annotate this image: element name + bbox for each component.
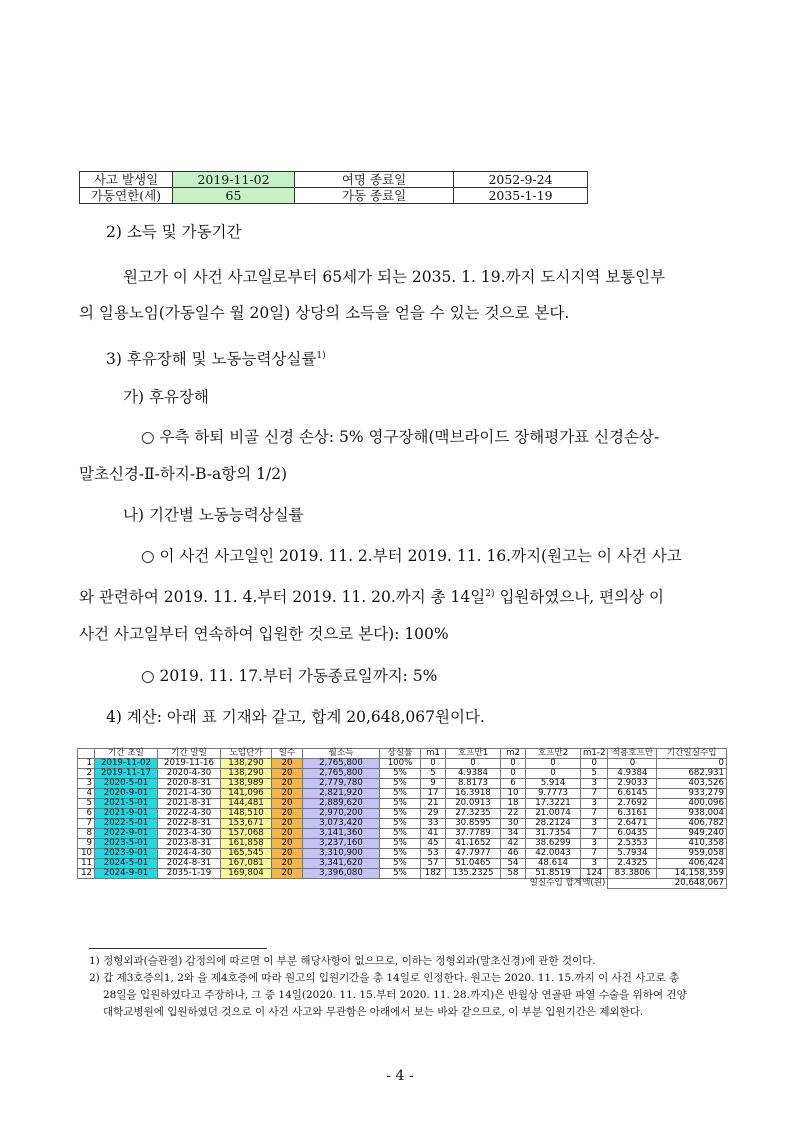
cell-daily-wage: 153,671 — [221, 819, 272, 829]
cell-m2: 58 — [501, 869, 526, 879]
cell-monthly-income: 2,765,800 — [303, 759, 380, 769]
cell-end-date: 2021-8-31 — [158, 799, 221, 809]
cell-hoffman-1: 41.1652 — [446, 839, 501, 849]
cell-hoffman-1: 30.8595 — [446, 819, 501, 829]
column-header-index — [78, 749, 95, 759]
cell-loss-rate: 5% — [380, 769, 421, 779]
cell-daily-wage: 161,858 — [221, 839, 272, 849]
cell-loss-rate: 5% — [380, 779, 421, 789]
cell-loss-rate: 5% — [380, 829, 421, 839]
footnote-divider — [89, 948, 267, 949]
cell-m1-2: 124 — [581, 869, 608, 879]
cell-days: 20 — [272, 759, 303, 769]
cell-period-lost-income: 410,358 — [657, 839, 727, 849]
cell-end-date: 2019-11-16 — [158, 759, 221, 769]
cell-index: 9 — [78, 839, 95, 849]
cell-hoffman-2: 42.0043 — [526, 849, 581, 859]
cell-index: 8 — [78, 829, 95, 839]
column-header-hoffman-1: 호프만1 — [446, 749, 501, 759]
table-row — [78, 759, 727, 769]
column-header-end-date: 기간 말일 — [158, 749, 221, 759]
lost-income-calculation-table — [77, 748, 727, 889]
cell-end-date: 2022-4-30 — [158, 809, 221, 819]
life-end-date-value: 2052-9-24 — [454, 172, 588, 188]
section-2-body-line-2: 의 일용노임(가동일수 월 20일) 상당의 소득을 얻을 수 있는 것으로 본다. — [79, 304, 570, 322]
cell-m1: 17 — [421, 789, 446, 799]
column-header-monthly-income: 월소득 — [303, 749, 380, 759]
section-3-heading — [106, 346, 326, 369]
total-value: 20,648,067 — [608, 879, 727, 889]
table-row — [78, 849, 727, 859]
cell-hoffman-2: 38.6299 — [526, 839, 581, 849]
cell-index: 2 — [78, 769, 95, 779]
column-header-applied-hoffman: 적용호프만 — [608, 749, 657, 759]
label-accident-date: 사고 발생일 — [80, 172, 173, 188]
cell-m1-2: 7 — [581, 829, 608, 839]
cell-monthly-income: 3,341,620 — [303, 859, 380, 869]
column-header-loss-rate: 상실률 — [380, 749, 421, 759]
table-row — [78, 789, 727, 799]
cell-daily-wage: 167,081 — [221, 859, 272, 869]
cell-hoffman-2: 51.8519 — [526, 869, 581, 879]
cell-hoffman-1: 135.2325 — [446, 869, 501, 879]
footnote-2-line-1: 2) 갑 제3호증의1, 2와 을 제4호증에 따라 원고의 입원기간을 총 14일로 인정한다. 원고는 2020. 11. 15.까지 이 사건 사고로 총 — [89, 972, 680, 984]
cell-end-date: 2035-1-19 — [158, 869, 221, 879]
cell-applied-hoffman: 6.6145 — [608, 789, 657, 799]
table-row — [80, 188, 588, 204]
cell-days: 20 — [272, 769, 303, 779]
cell-period-lost-income: 406,424 — [657, 859, 727, 869]
cell-m1-2: 3 — [581, 859, 608, 869]
cell-m1-2: 3 — [581, 839, 608, 849]
cell-start-date: 2022-5-01 — [95, 819, 158, 829]
cell-end-date: 2022-8-31 — [158, 819, 221, 829]
cell-m2: 30 — [501, 819, 526, 829]
table-row — [78, 769, 727, 779]
cell-start-date: 2024-5-01 — [95, 859, 158, 869]
section-3b-item-1-line-3: 사건 사고일부터 연속하여 입원한 것으로 본다): 100% — [79, 625, 449, 643]
cell-m1: 9 — [421, 779, 446, 789]
cell-daily-wage: 169,804 — [221, 869, 272, 879]
table-header-row — [78, 749, 727, 759]
cell-days: 20 — [272, 849, 303, 859]
cell-days: 20 — [272, 809, 303, 819]
cell-m1-2: 3 — [581, 779, 608, 789]
section-3b-heading: 나) 기간별 노동능력상실률 — [123, 506, 304, 524]
cell-period-lost-income: 406,782 — [657, 819, 727, 829]
table-row — [78, 859, 727, 869]
cell-monthly-income: 3,141,360 — [303, 829, 380, 839]
cell-index: 7 — [78, 819, 95, 829]
cell-m2: 42 — [501, 839, 526, 849]
cell-monthly-income: 2,821,920 — [303, 789, 380, 799]
column-header-hoffman-2: 호프만2 — [526, 749, 581, 759]
section-2-heading: 2) 소득 및 가동기간 — [106, 223, 242, 241]
cell-end-date: 2020-8-31 — [158, 779, 221, 789]
cell-days: 20 — [272, 819, 303, 829]
cell-start-date: 2022-9-01 — [95, 829, 158, 839]
cell-period-lost-income: 949,240 — [657, 829, 727, 839]
cell-m1: 182 — [421, 869, 446, 879]
cell-period-lost-income: 14,158,359 — [657, 869, 727, 879]
cell-end-date: 2023-8-31 — [158, 839, 221, 849]
cell-hoffman-1: 4.9384 — [446, 769, 501, 779]
cell-start-date: 2023-5-01 — [95, 839, 158, 849]
cell-m2: 6 — [501, 779, 526, 789]
cell-end-date: 2024-4-30 — [158, 849, 221, 859]
cell-daily-wage: 138,290 — [221, 769, 272, 779]
working-age-value: 65 — [173, 188, 295, 204]
section-3b-item-1-line-2 — [79, 584, 664, 607]
cell-days: 20 — [272, 859, 303, 869]
cell-period-lost-income: 933,279 — [657, 789, 727, 799]
cell-m2: 22 — [501, 809, 526, 819]
cell-days: 20 — [272, 869, 303, 879]
cell-hoffman-2: 9.7773 — [526, 789, 581, 799]
calc-table-body — [78, 759, 727, 889]
cell-start-date: 2023-9-01 — [95, 849, 158, 859]
section-3a-heading: 가) 후유장해 — [123, 388, 209, 406]
cell-start-date: 2019-11-02 — [95, 759, 158, 769]
cell-daily-wage: 148,510 — [221, 809, 272, 819]
cell-hoffman-1: 51.0465 — [446, 859, 501, 869]
cell-period-lost-income: 682,931 — [657, 769, 727, 779]
cell-applied-hoffman: 5.7934 — [608, 849, 657, 859]
cell-hoffman-1: 0 — [446, 759, 501, 769]
cell-monthly-income: 2,889,620 — [303, 799, 380, 809]
cell-hoffman-2: 28.2124 — [526, 819, 581, 829]
cell-m2: 18 — [501, 799, 526, 809]
label-working-end-date: 가동 종료일 — [295, 188, 454, 204]
cell-loss-rate: 5% — [380, 869, 421, 879]
cell-m1-2: 0 — [581, 759, 608, 769]
cell-daily-wage: 157,068 — [221, 829, 272, 839]
table-row — [78, 829, 727, 839]
cell-loss-rate: 5% — [380, 819, 421, 829]
cell-applied-hoffman: 6.3161 — [608, 809, 657, 819]
label-working-age: 가동연한(세) — [80, 188, 173, 204]
cell-m2: 10 — [501, 789, 526, 799]
section-3b-item-1-line-1: ○ 이 사건 사고일인 2019. 11. 2.부터 2019. 11. 16.까지(원고는 이 사건 사고 — [141, 547, 682, 565]
cell-daily-wage: 144,481 — [221, 799, 272, 809]
footnote-ref-1: 1) — [316, 351, 326, 361]
table-row — [78, 809, 727, 819]
cell-applied-hoffman: 2.6471 — [608, 819, 657, 829]
column-header-start-date: 기간 초일 — [95, 749, 158, 759]
cell-hoffman-1: 8.8173 — [446, 779, 501, 789]
cell-applied-hoffman: 2.9033 — [608, 779, 657, 789]
label-life-end-date: 여명 종료일 — [295, 172, 454, 188]
cell-m1: 57 — [421, 859, 446, 869]
cell-m1: 0 — [421, 759, 446, 769]
section-3-heading-text: 3) 후유장해 및 노동능력상실률 — [106, 350, 317, 368]
cell-applied-hoffman: 2.4325 — [608, 859, 657, 869]
cell-monthly-income: 3,396,080 — [303, 869, 380, 879]
column-header-m2: m2 — [501, 749, 526, 759]
cell-index: 6 — [78, 809, 95, 819]
section-3a-item-line-1: ○ 우측 하퇴 비골 신경 손상: 5% 영구장해(맥브라이드 장해평가표 신경손상- — [141, 428, 660, 446]
cell-daily-wage: 141,096 — [221, 789, 272, 799]
cell-index: 11 — [78, 859, 95, 869]
cell-hoffman-2: 17.3221 — [526, 799, 581, 809]
cell-applied-hoffman: 0 — [608, 759, 657, 769]
cell-loss-rate: 100% — [380, 759, 421, 769]
section-3b-item-1-line-2a: 와 관련하여 2019. 11. 4.부터 2019. 11. 20.까지 총 14일 — [79, 588, 486, 606]
cell-applied-hoffman: 83.3806 — [608, 869, 657, 879]
cell-loss-rate: 5% — [380, 809, 421, 819]
cell-m1: 41 — [421, 829, 446, 839]
cell-start-date: 2021-5-01 — [95, 799, 158, 809]
section-3b-item-2: ○ 2019. 11. 17.부터 가동종료일까지: 5% — [141, 667, 438, 685]
cell-applied-hoffman: 2.5353 — [608, 839, 657, 849]
cell-m2: 34 — [501, 829, 526, 839]
accident-date-value: 2019-11-02 — [173, 172, 295, 188]
cell-loss-rate: 5% — [380, 859, 421, 869]
cell-end-date: 2023-4-30 — [158, 829, 221, 839]
cell-daily-wage: 138,989 — [221, 779, 272, 789]
cell-days: 20 — [272, 779, 303, 789]
cell-m2: 46 — [501, 849, 526, 859]
cell-period-lost-income: 959,058 — [657, 849, 727, 859]
cell-monthly-income: 2,765,800 — [303, 769, 380, 779]
column-header-m1-2: m1-2 — [581, 749, 608, 759]
cell-monthly-income: 3,310,900 — [303, 849, 380, 859]
cell-m2: 0 — [501, 769, 526, 779]
column-header-daily-wage: 노임단가 — [221, 749, 272, 759]
cell-m1: 5 — [421, 769, 446, 779]
cell-m1-2: 3 — [581, 819, 608, 829]
cell-days: 20 — [272, 839, 303, 849]
cell-m1-2: 5 — [581, 769, 608, 779]
cell-period-lost-income: 403,526 — [657, 779, 727, 789]
cell-period-lost-income: 938,004 — [657, 809, 727, 819]
cell-loss-rate: 5% — [380, 789, 421, 799]
cell-end-date: 2020-4-30 — [158, 769, 221, 779]
section-4-heading: 4) 계산: 아래 표 기재와 같고, 합계 20,648,067원이다. — [106, 708, 485, 726]
cell-daily-wage: 165,545 — [221, 849, 272, 859]
table-row — [78, 819, 727, 829]
cell-hoffman-2: 48.614 — [526, 859, 581, 869]
cell-hoffman-1: 47.7977 — [446, 849, 501, 859]
cell-hoffman-1: 20.0913 — [446, 799, 501, 809]
footnote-2-line-2: 28일을 입원하였다고 주장하나, 그 중 14일(2020. 11. 15.부터 2020. 11. 28.까지)은 반월상 연골판 파열 수술을 위하여 건양 — [103, 989, 687, 1001]
cell-start-date: 2020-5-01 — [95, 779, 158, 789]
cell-hoffman-1: 16.3918 — [446, 789, 501, 799]
cell-m1-2: 7 — [581, 849, 608, 859]
cell-applied-hoffman: 4.9384 — [608, 769, 657, 779]
cell-m1-2: 7 — [581, 809, 608, 819]
cell-loss-rate: 5% — [380, 839, 421, 849]
column-header-period-lost-income: 기간일실수입 — [657, 749, 727, 759]
table-row — [78, 799, 727, 809]
footnote-ref-2: 2) — [485, 589, 495, 599]
cell-monthly-income: 3,073,420 — [303, 819, 380, 829]
table-row — [78, 869, 727, 879]
cell-applied-hoffman: 6.0435 — [608, 829, 657, 839]
table-row — [78, 779, 727, 789]
cell-daily-wage: 138,290 — [221, 759, 272, 769]
cell-loss-rate: 5% — [380, 799, 421, 809]
working-end-date-value: 2035-1-19 — [454, 188, 588, 204]
cell-m1-2: 3 — [581, 799, 608, 809]
cell-index: 12 — [78, 869, 95, 879]
cell-monthly-income: 2,779,780 — [303, 779, 380, 789]
section-3a-item-line-2: 말초신경-Ⅱ-하지-B-a항의 1/2) — [79, 465, 288, 483]
footnote-1: 1) 정형외과(슬관절) 감정의에 따르면 이 부분 해당사항이 없으므로, 이하는 정형외과(말초신경)에 관한 것이다. — [89, 955, 596, 967]
cell-period-lost-income: 400,096 — [657, 799, 727, 809]
cell-index: 5 — [78, 799, 95, 809]
cell-end-date: 2024-8-31 — [158, 859, 221, 869]
footnote-2-line-3: 대학교병원에 입원하였던 것으로 이 사건 사고와 무관함은 아래에서 보는 바와 같으므로, 이 부분 입원기간은 제외한다. — [103, 1006, 644, 1018]
cell-m1: 29 — [421, 809, 446, 819]
cell-m2: 0 — [501, 759, 526, 769]
section-2-body-line-1: 원고가 이 사건 사고일로부터 65세가 되는 2035. 1. 19.까지 도시지역 보통인부 — [123, 268, 666, 286]
cell-m2: 54 — [501, 859, 526, 869]
cell-days: 20 — [272, 789, 303, 799]
cell-hoffman-2: 0 — [526, 769, 581, 779]
column-header-days: 일수 — [272, 749, 303, 759]
cell-hoffman-1: 37.7789 — [446, 829, 501, 839]
page-number: - 4 - — [386, 1068, 414, 1084]
cell-hoffman-2: 0 — [526, 759, 581, 769]
cell-index: 3 — [78, 779, 95, 789]
accident-info-table — [79, 171, 588, 204]
cell-hoffman-1: 27.3235 — [446, 809, 501, 819]
table-row — [78, 839, 727, 849]
column-header-m1: m1 — [421, 749, 446, 759]
cell-m1: 45 — [421, 839, 446, 849]
cell-start-date: 2019-11-17 — [95, 769, 158, 779]
cell-end-date: 2021-4-30 — [158, 789, 221, 799]
cell-index: 10 — [78, 849, 95, 859]
cell-index: 4 — [78, 789, 95, 799]
cell-m1: 53 — [421, 849, 446, 859]
cell-applied-hoffman: 2.7692 — [608, 799, 657, 809]
total-label: 일실수입 합계액(원) — [78, 879, 608, 889]
cell-m1-2: 7 — [581, 789, 608, 799]
cell-loss-rate: 5% — [380, 849, 421, 859]
table-row — [80, 172, 588, 188]
cell-monthly-income: 2,970,200 — [303, 809, 380, 819]
cell-index: 1 — [78, 759, 95, 769]
cell-start-date: 2020-9-01 — [95, 789, 158, 799]
cell-start-date: 2021-9-01 — [95, 809, 158, 819]
cell-days: 20 — [272, 829, 303, 839]
section-3b-item-1-line-2b: 입원하였으나, 편의상 이 — [494, 588, 664, 606]
cell-hoffman-2: 21.0074 — [526, 809, 581, 819]
total-row — [78, 879, 727, 889]
cell-monthly-income: 3,237,160 — [303, 839, 380, 849]
cell-m1: 33 — [421, 819, 446, 829]
cell-m1: 21 — [421, 799, 446, 809]
cell-days: 20 — [272, 799, 303, 809]
cell-hoffman-2: 5.914 — [526, 779, 581, 789]
cell-hoffman-2: 31.7354 — [526, 829, 581, 839]
cell-period-lost-income: 0 — [657, 759, 727, 769]
cell-start-date: 2024-9-01 — [95, 869, 158, 879]
